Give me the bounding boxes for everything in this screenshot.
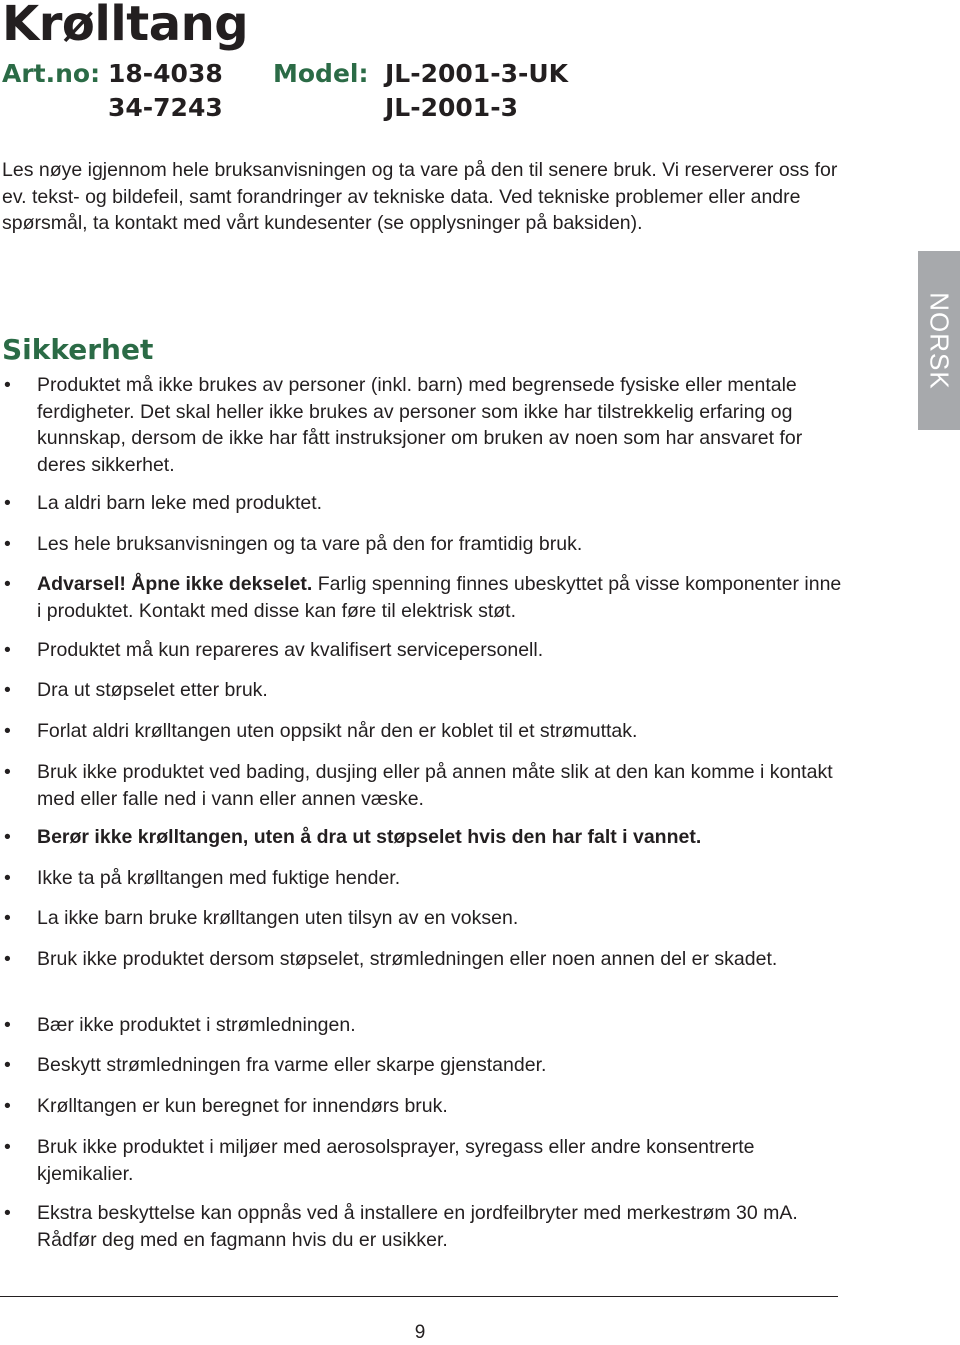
bullet-icon: • bbox=[4, 1202, 11, 1224]
language-side-tab bbox=[918, 251, 960, 430]
bullet-icon: • bbox=[4, 867, 11, 889]
list-item bbox=[0, 490, 845, 517]
warning-text: Advarsel! Åpne ikke dekselet. bbox=[37, 573, 313, 595]
art-number-1: 18-4038 bbox=[108, 59, 223, 88]
list-item-text: Krølltangen er kun beregnet for innendørs bruk. bbox=[37, 1095, 448, 1117]
list-item bbox=[0, 1093, 845, 1120]
model-label: Model: bbox=[273, 59, 369, 88]
list-item-text: Bruk ikke produktet ved bading, dusjing eller på annen måte slik at den kan komme i kontakt med eller falle ned i vann eller annen væske. bbox=[37, 761, 833, 810]
list-item-text: Produktet må ikke brukes av personer (inkl. barn) med begrensede fysiske eller mentale ferdigheter. Det skal heller ikke brukes av personer som ikke har tilstrekkelig erfaring og kunnskap, dersom de ikke har fått instruksjoner om bruken av noen som har ansvaret for deres sikkerhet. bbox=[37, 374, 803, 476]
list-item-text: Dra ut støpselet etter bruk. bbox=[37, 679, 268, 701]
list-item-text: Ekstra beskyttelse kan oppnås ved å installere en jordfeilbryter med merkestrøm 30 mA. Rådfør deg med en fagmann hvis du er usikker. bbox=[37, 1202, 798, 1251]
list-item-text: Forlat aldri krølltangen uten oppsikt når den er koblet til et strømuttak. bbox=[37, 720, 638, 742]
model-number-2: JL-2001-3 bbox=[385, 93, 518, 122]
art-no-label: Art.no: bbox=[2, 59, 101, 88]
bullet-icon: • bbox=[4, 639, 11, 661]
warning-detail-text: Farlig spenning finnes ubeskyttet på visse komponenter inne i produktet. Kontakt med disse kan føre til elektrisk støt. bbox=[37, 573, 842, 622]
list-item-text: Beskytt strømledningen fra varme eller skarpe gjenstander. bbox=[37, 1054, 547, 1076]
list-item bbox=[0, 1012, 845, 1039]
list-item bbox=[0, 1052, 845, 1079]
bullet-icon: • bbox=[4, 761, 11, 783]
list-item bbox=[0, 372, 845, 478]
art-number-2: 34-7243 bbox=[108, 93, 223, 122]
bullet-icon: • bbox=[4, 907, 11, 929]
list-item bbox=[0, 759, 845, 812]
list-item-text: Les hele bruksanvisningen og ta vare på den for framtidig bruk. bbox=[37, 533, 583, 555]
footer-divider bbox=[0, 1296, 838, 1297]
list-item bbox=[0, 531, 845, 558]
list-item bbox=[0, 571, 845, 624]
bullet-icon: • bbox=[4, 720, 11, 742]
list-item bbox=[0, 637, 845, 664]
list-item bbox=[0, 905, 845, 932]
bullet-icon: • bbox=[4, 573, 11, 595]
section-heading-sikkerhet: Sikkerhet bbox=[2, 333, 154, 366]
document-title: Krølltang bbox=[2, 0, 249, 52]
bullet-icon: • bbox=[4, 533, 11, 555]
list-item-text: La aldri barn leke med produktet. bbox=[37, 492, 323, 514]
list-item bbox=[0, 718, 845, 745]
list-item-text: Ikke ta på krølltangen med fuktige hender. bbox=[37, 867, 401, 889]
bullet-icon: • bbox=[4, 374, 11, 396]
list-item-text: Bruk ikke produktet dersom støpselet, strømledningen eller noen annen del er skadet. bbox=[37, 948, 778, 970]
intro-paragraph: Les nøye igjennom hele bruksanvisningen og ta vare på den til senere bruk. Vi reserverer oss for ev. tekst- og bildefeil, samt forandringer av tekniske data. Ved tekniske problemer eller andre spørsmål, ta kontakt med vårt kundesenter (se opplysninger på baksiden). bbox=[2, 159, 838, 234]
list-item bbox=[0, 946, 845, 973]
bullet-icon: • bbox=[4, 1136, 11, 1158]
list-item-text: La ikke barn bruke krølltangen uten tilsyn av en voksen. bbox=[37, 907, 519, 929]
list-item bbox=[0, 1134, 845, 1187]
bullet-icon: • bbox=[4, 492, 11, 514]
list-item-text: Bær ikke produktet i strømledningen. bbox=[37, 1014, 356, 1036]
language-tab-label: NORSK bbox=[924, 291, 955, 390]
list-item-text: Berør ikke krølltangen, uten å dra ut støpselet hvis den har falt i vannet. bbox=[37, 826, 702, 848]
bullet-icon: • bbox=[4, 948, 11, 970]
page-number: 9 bbox=[414, 1322, 426, 1343]
list-item bbox=[0, 865, 845, 892]
bullet-icon: • bbox=[4, 679, 11, 701]
list-item bbox=[0, 677, 845, 704]
list-item bbox=[0, 1200, 845, 1253]
list-item-text: Produktet må kun repareres av kvalifisert servicepersonell. bbox=[37, 639, 544, 661]
model-number-1: JL-2001-3-UK bbox=[385, 59, 569, 88]
list-item-text bbox=[37, 571, 845, 624]
bullet-icon: • bbox=[4, 1014, 11, 1036]
list-item-text: Bruk ikke produktet i miljøer med aerosolsprayer, syregass eller andre konsentrerte kjemikalier. bbox=[37, 1136, 755, 1185]
bullet-icon: • bbox=[4, 1054, 11, 1076]
bullet-icon: • bbox=[4, 826, 11, 848]
bullet-icon: • bbox=[4, 1095, 11, 1117]
list-item bbox=[0, 824, 845, 851]
